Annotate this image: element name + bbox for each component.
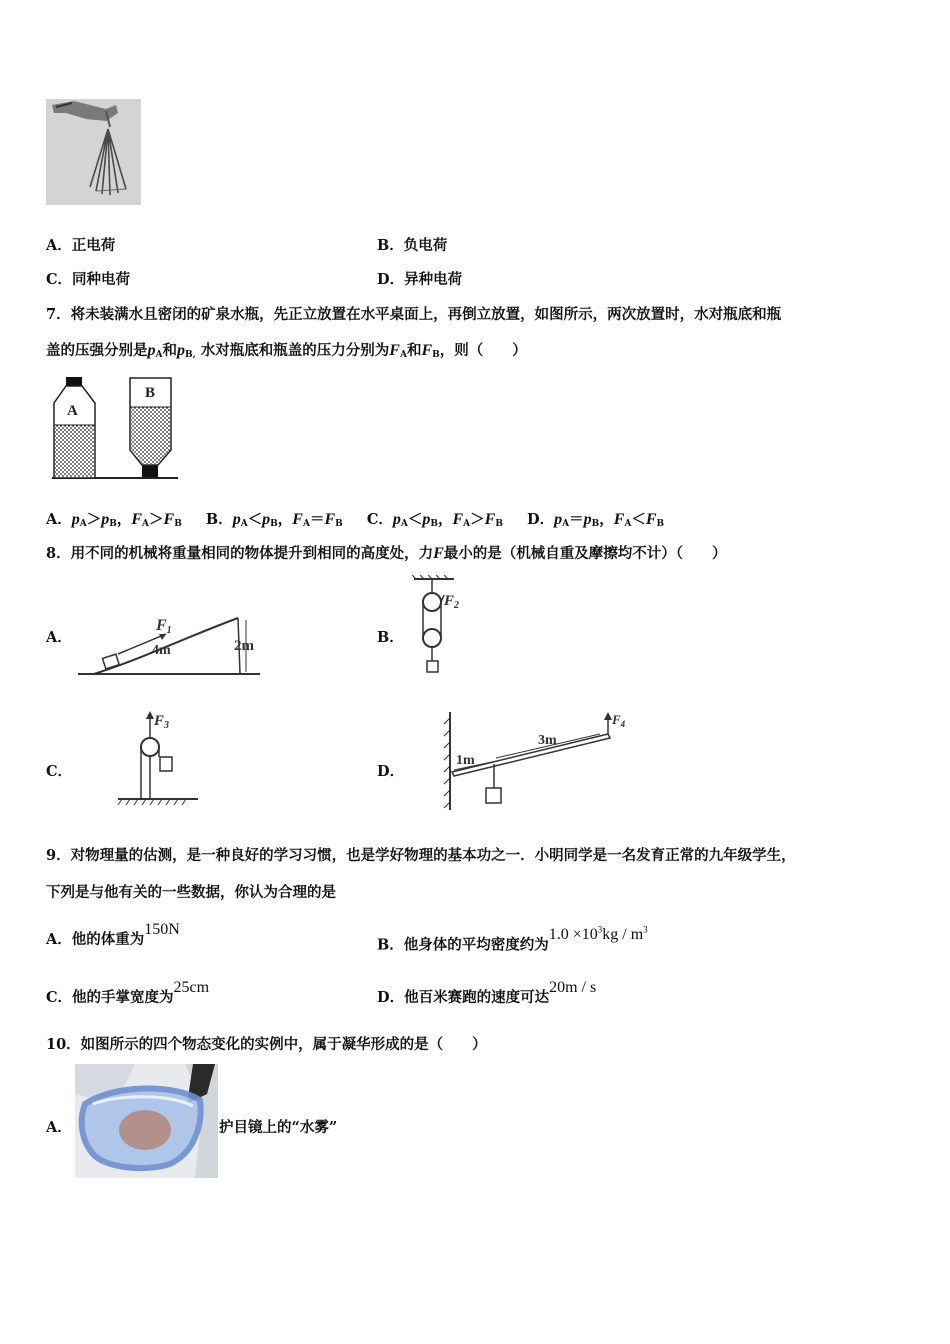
q6-option-a: A．正电荷 xyxy=(46,237,116,254)
q9-stem-line2: 下列是与他有关的一些数据，你认为合理的是 xyxy=(46,884,336,901)
svg-text:4m: 4m xyxy=(152,643,171,658)
q9-option-c: C．他的手掌宽度为25cm xyxy=(46,979,210,1006)
electroscope-photo xyxy=(46,99,141,205)
q7-stem-line2: 盖的压强分别是$p_A$和$p_{B,}$ 水对瓶底和瓶盖的压力分别为$F_A$和$F_B$，则（ ） xyxy=(46,342,527,360)
svg-text:1m: 1m xyxy=(456,753,475,768)
q8-option-b-letter: B． xyxy=(377,629,404,646)
q10-option-a-text: 护目镜上的“水雾” xyxy=(219,1119,338,1136)
q7-option-c: C．$p_A<p_B$，$F_A>F_B$ xyxy=(366,511,503,529)
q8-stem: 8．用不同的机械将重量相同的物体提升到相同的高度处，力F最小的是（机械自重及摩擦均不计）（ ） xyxy=(46,545,727,562)
q7-option-d: D．$p_A=p_B$，$F_A<F_B$ xyxy=(527,511,665,529)
q9-option-d: D．他百米赛跑的速度可达20m / s xyxy=(377,979,597,1006)
bottle-a-label: A xyxy=(67,403,78,419)
svg-text:F1: F1 xyxy=(156,617,172,636)
q6-option-b: B．负电荷 xyxy=(377,237,448,254)
bottle-a-cap xyxy=(66,377,82,386)
fixed-pulley-figure xyxy=(114,705,202,807)
q8-option-d-letter: D． xyxy=(377,763,405,780)
q7-option-b: B．$p_A<p_B$，$F_A=F_B$ xyxy=(205,511,343,529)
lever-figure xyxy=(440,708,640,813)
bottles-figure xyxy=(50,375,180,483)
q9-stem-line1: 9．对物理量的估测，是一种良好的学习习惯，也是学好物理的基本功之一．小明同学是一名发育正常的九年级学生， xyxy=(46,847,796,864)
q6-option-c: C．同种电荷 xyxy=(46,271,131,288)
svg-text:2m: 2m xyxy=(234,638,254,654)
q10-option-a-letter: A． xyxy=(46,1119,72,1136)
q9-option-b: B．他身体的平均密度约为$1.0 \times 10^3kg / m^3$ xyxy=(377,925,648,954)
svg-text:F3: $F_3$ xyxy=(154,713,170,731)
q7-stem-line1: 7．将未装满水且密闭的矿泉水瓶，先正立放置在水平桌面上，再倒立放置，如图所示，两次放置时，水对瓶底和瓶 xyxy=(46,306,782,323)
movable-pulley-figure xyxy=(408,575,468,677)
goggles-photo xyxy=(75,1064,218,1178)
q7-option-a: A．$p_A>p_B$，$F_A>F_B$ xyxy=(46,511,182,529)
q8-option-c-letter: C． xyxy=(46,763,73,780)
q6-option-d: D．异种电荷 xyxy=(377,271,463,288)
svg-text:F4: $F_4$ xyxy=(612,712,626,729)
svg-text:3m: 3m xyxy=(538,733,557,748)
bottle-b-label: B xyxy=(145,385,156,401)
svg-text:F2: $F_2$ xyxy=(444,593,460,611)
inclined-plane-figure xyxy=(74,610,264,680)
q7-options xyxy=(46,510,664,534)
q9-option-a: A．他的体重为150N xyxy=(46,921,180,948)
bottle-b-cap xyxy=(142,465,158,477)
q8-option-a-letter: A． xyxy=(46,629,72,646)
q10-stem: 10．如图所示的四个物态变化的实例中，属于凝华形成的是（ ） xyxy=(46,1036,487,1053)
